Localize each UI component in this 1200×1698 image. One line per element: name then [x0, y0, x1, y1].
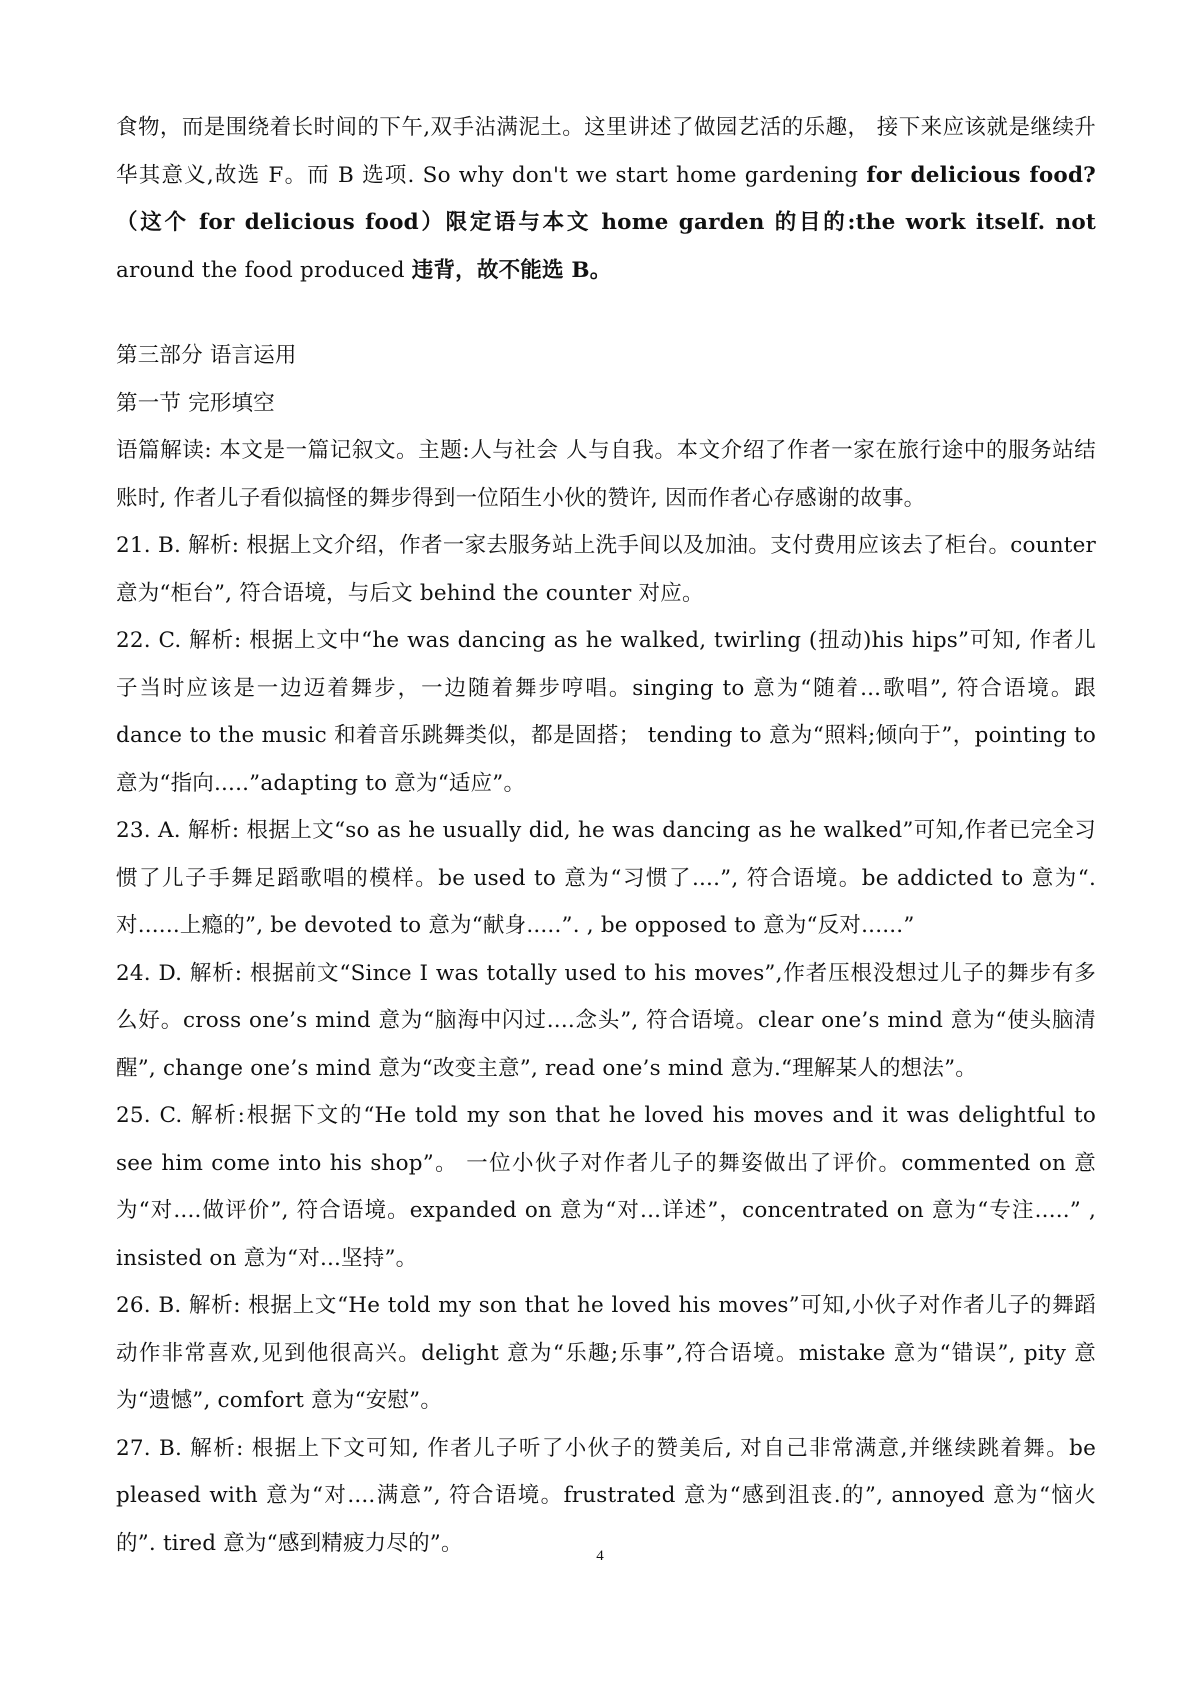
- part-title: 第三部分 语言运用: [116, 343, 297, 368]
- passage-summary: 语篇解读: 本文是一篇记叙文。主题:人与社会 人与自我。本文介绍了作者一家在旅行途中的服务站结账时, 作者儿子看似搞怪的舞步得到一位陌生小伙的赞许, 因而作者心存感谢的故事。: [116, 438, 1096, 511]
- page-number: 4: [596, 1548, 604, 1564]
- document-page: [116, 104, 1096, 1567]
- intro-bold-2: 违背，故不能选 B。: [411, 257, 612, 283]
- answer-26: 26. B. 解析: 根据上文“He told my son that he loved his moves”可知,小伙子对作者儿子的舞蹈动作非常喜欢,见到他很高兴。delight 意为“乐趣;乐事”,符合语境。mistake 意为“错误”, pity 意为“遗憾”, comfort 意为“安慰”。: [116, 1293, 1096, 1413]
- answer-21: 21. B. 解析: 根据上文介绍，作者一家去服务站上洗手间以及加油。支付费用应该去了柜台。counter 意为“柜台”, 符合语境，与后文 behind the counter 对应。: [116, 533, 1096, 606]
- answer-27: 27. B. 解析: 根据上下文可知, 作者儿子听了小伙子的赞美后, 对自己非常满意,并继续跳着舞。be pleased with 意为“对....满意”, 符合语境。frustrated 意为“感到沮丧.的”, annoyed 意为“恼火的”. tired 意为“感到精疲力尽的”。: [116, 1435, 1096, 1556]
- section-title: 第一节 完形填空: [116, 390, 275, 416]
- answer-22: 22. C. 解析: 根据上文中“he was dancing as he walked, twirling (扭动)his hips”可知, 作者儿子当时应该是一边迈着舞步，一边随着舞步哼唱。singing to 意为“随着...歌唱”, 符合语境。跟 dance to the music 和着音乐跳舞类似，都是固搭； tending to 意为“照料;倾向于”，pointing to 意为“指向.....”adapting to 意为“适应”。: [116, 628, 1096, 796]
- answer-23: 23. A. 解析: 根据上文“so as he usually did, he was dancing as he walked”可知,作者已完全习惯了儿子手舞足蹈歌唱的模样。be used to 意为“习惯了....”, 符合语境。be addicted to 意为“.对......上瘾的”, be devoted to 意为“献身.....”. , be opposed to 意为“反对......”: [116, 818, 1096, 938]
- intro-text-2: around the food produced: [116, 257, 412, 283]
- intro-paragraph: [116, 104, 1096, 294]
- intro-text-1: 食物，而是围绕着长时间的下午,双手沾满泥土。这里讲述了做园艺活的乐趣， 接下来应该就是继续升华其意义,故选 F。而 B 选项. So why don't we start home gardening: [116, 115, 1096, 188]
- answer-25: 25. C. 解析:根据下文的“He told my son that he loved his moves and it was delightful to see him come into his shop”。 一位小伙子对作者儿子的舞姿做出了评价。commented on 意为“对....做评价”, 符合语境。expanded on 意为“对...详述”，concentrated on 意为“专注.....” , insisted on 意为“对...坚持”。: [116, 1103, 1096, 1271]
- spacer: [116, 294, 1096, 332]
- answer-24: 24. D. 解析: 根据前文“Since I was totally used to his moves”,作者压根没想过儿子的舞步有多么好。cross one’s mind 意为“脑海中闪过....念头”, 符合语境。clear one’s mind 意为“使头脑清醒”, change one’s mind 意为“改变主意”, read one’s mind 意为.“理解某人的想法”。: [116, 960, 1096, 1081]
- intro-bold-1: for delicious food?（这个 for delicious food）限定语与本文 home garden 的目的:the work itself. not: [116, 162, 1096, 235]
